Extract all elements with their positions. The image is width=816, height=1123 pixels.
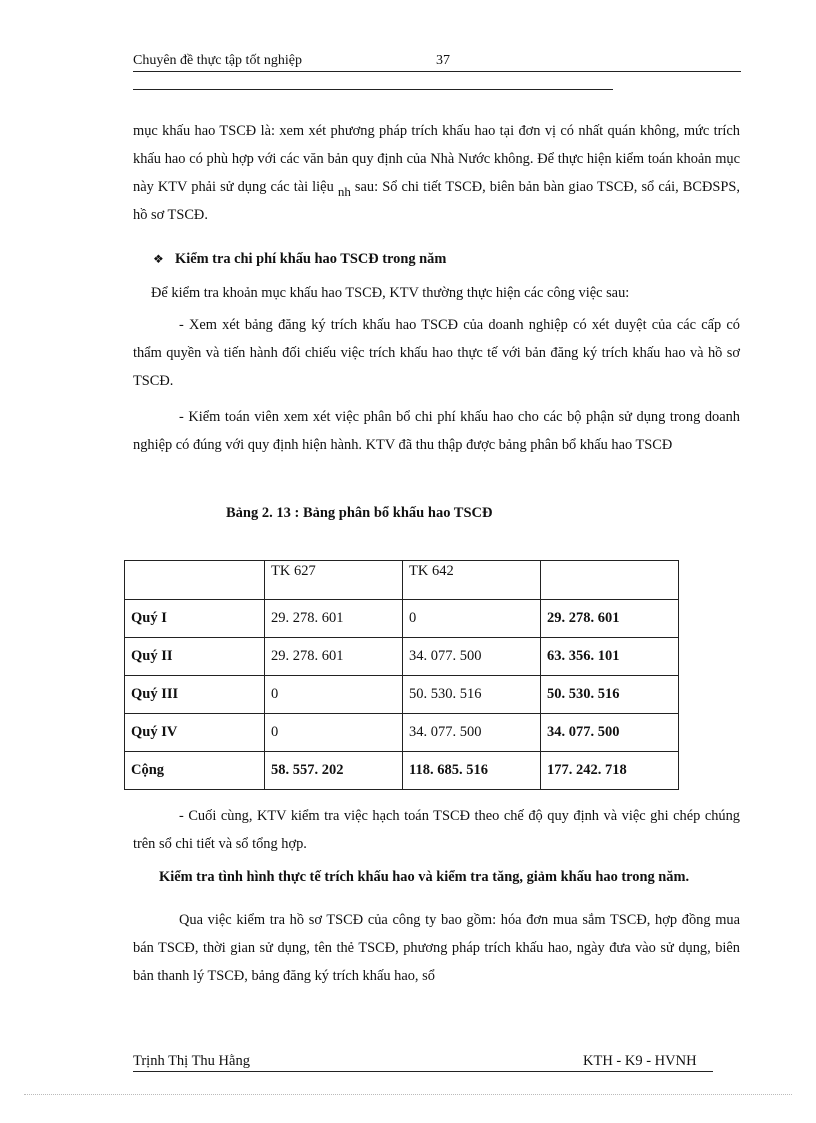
paragraph-text: Qua việc kiểm tra hồ sơ TSCĐ của công ty bao gồm: hóa đơn mua sắm TSCĐ, hợp đồng mua bán TSCĐ, thời gian sử dụng, tên thẻ TSCĐ, phương pháp trích khấu hao, ngày đưa vào sử dụng, biên bản thanh lý TSCĐ, bảng đăng ký trích khấu hao, sổ	[133, 912, 740, 984]
table-header-cell	[541, 561, 679, 600]
row-label: Quý III	[125, 676, 265, 714]
table-header-cell: TK 627	[265, 561, 403, 600]
row-label: Quý II	[125, 638, 265, 676]
heading-text: Kiểm tra tình hình thực tế trích khấu hao và kiểm tra tăng, giảm khấu hao trong năm.	[159, 869, 690, 885]
table-row	[125, 600, 679, 638]
table-row	[125, 714, 679, 752]
paragraph-review	[133, 906, 740, 990]
paragraph-text: - Xem xét bảng đăng ký trích khấu hao TSCĐ của doanh nghiệp có xét duyệt của các cấp có thẩm quyền và tiến hành đối chiếu việc trích khấu hao thực tế với bản đăng ký trích khấu hao và hồ sơ TSCĐ.	[133, 317, 740, 389]
section-heading	[133, 245, 740, 273]
paragraph-text: mục khấu hao TSCĐ là: xem xét phương pháp trích khấu hao tại đơn vị có nhất quán không, mức trích khấu hao có phù hợp với các văn bản quy định của Nhà Nước không. Để thực hiện kiểm toán khoản mục này KTV phải sử dụng các tài liệu	[133, 123, 740, 195]
paragraph-text: - Kiểm toán viên xem xét việc phân bổ chi phí khấu hao cho các bộ phận sử dụng trong doanh nghiệp có đúng với quy định hiện hành. KTV đã thu thập được bảng phân bổ khấu hao TSCĐ	[133, 409, 740, 453]
depreciation-allocation-table	[124, 560, 679, 790]
row-label: Quý IV	[125, 714, 265, 752]
row-total-cell: 29. 278. 601	[541, 600, 679, 638]
paragraph-text: Để kiểm tra khoản mục khấu hao TSCĐ, KTV thường thực hiện các công việc sau:	[151, 285, 630, 301]
row-label: Cộng	[125, 752, 265, 790]
footer-author: Trịnh Thị Thu Hằng	[133, 1053, 250, 1069]
paragraph-intro	[133, 117, 740, 229]
paragraph-task-1	[133, 311, 740, 395]
header-rule	[133, 71, 741, 72]
row-total-cell: 50. 530. 516	[541, 676, 679, 714]
page-edge-dotted-line	[24, 1094, 792, 1095]
table-cell: 0	[403, 600, 541, 638]
paragraph-task-2	[133, 403, 740, 459]
table-caption: Bảng 2. 13 : Bảng phân bổ khấu hao TSCĐ	[226, 505, 493, 521]
table-header-cell	[125, 561, 265, 600]
row-total-cell: 177. 242. 718	[541, 752, 679, 790]
table-cell: 34. 077. 500	[403, 638, 541, 676]
paragraph-text: - Cuối cùng, KTV kiểm tra việc hạch toán TSCĐ theo chế độ quy định và việc ghi chép chúng trên sổ chi tiết và sổ tổng hợp.	[133, 808, 740, 852]
table-cell: 34. 077. 500	[403, 714, 541, 752]
header-rule-secondary	[133, 89, 613, 90]
header-title: Chuyên đề thực tập tốt nghiệp	[133, 53, 302, 68]
table-cell: 29. 278. 601	[265, 638, 403, 676]
subscript-note: nh	[337, 184, 351, 199]
row-total-cell: 34. 077. 500	[541, 714, 679, 752]
paragraph-intro-tasks	[133, 279, 740, 307]
table-header-cell: TK 642	[403, 561, 541, 600]
row-total-cell: 63. 356. 101	[541, 638, 679, 676]
table-row	[125, 676, 679, 714]
table-cell: 0	[265, 676, 403, 714]
footer-rule	[133, 1071, 713, 1072]
table-cell: 50. 530. 516	[403, 676, 541, 714]
section-heading-2	[133, 867, 740, 887]
paragraph-task-3	[133, 802, 740, 858]
table-cell: 58. 557. 202	[265, 752, 403, 790]
table-total-row	[125, 752, 679, 790]
page-number: 37	[436, 53, 450, 68]
table-row	[125, 638, 679, 676]
table-cell: 118. 685. 516	[403, 752, 541, 790]
table-cell: 0	[265, 714, 403, 752]
row-label: Quý I	[125, 600, 265, 638]
table-cell: 29. 278. 601	[265, 600, 403, 638]
heading-text: Kiểm tra chi phí khấu hao TSCĐ trong năm	[175, 251, 447, 267]
paragraph-text: sau: Sổ chi tiết TSCĐ, biên bản bàn giao TSCĐ, sổ cái, BCĐSPS, hồ sơ TSCĐ.	[133, 179, 740, 223]
table-header-row	[125, 561, 679, 600]
footer-class-code: KTH - K9 - HVNH	[583, 1053, 697, 1069]
diamond-bullet-icon: ❖	[153, 252, 164, 266]
